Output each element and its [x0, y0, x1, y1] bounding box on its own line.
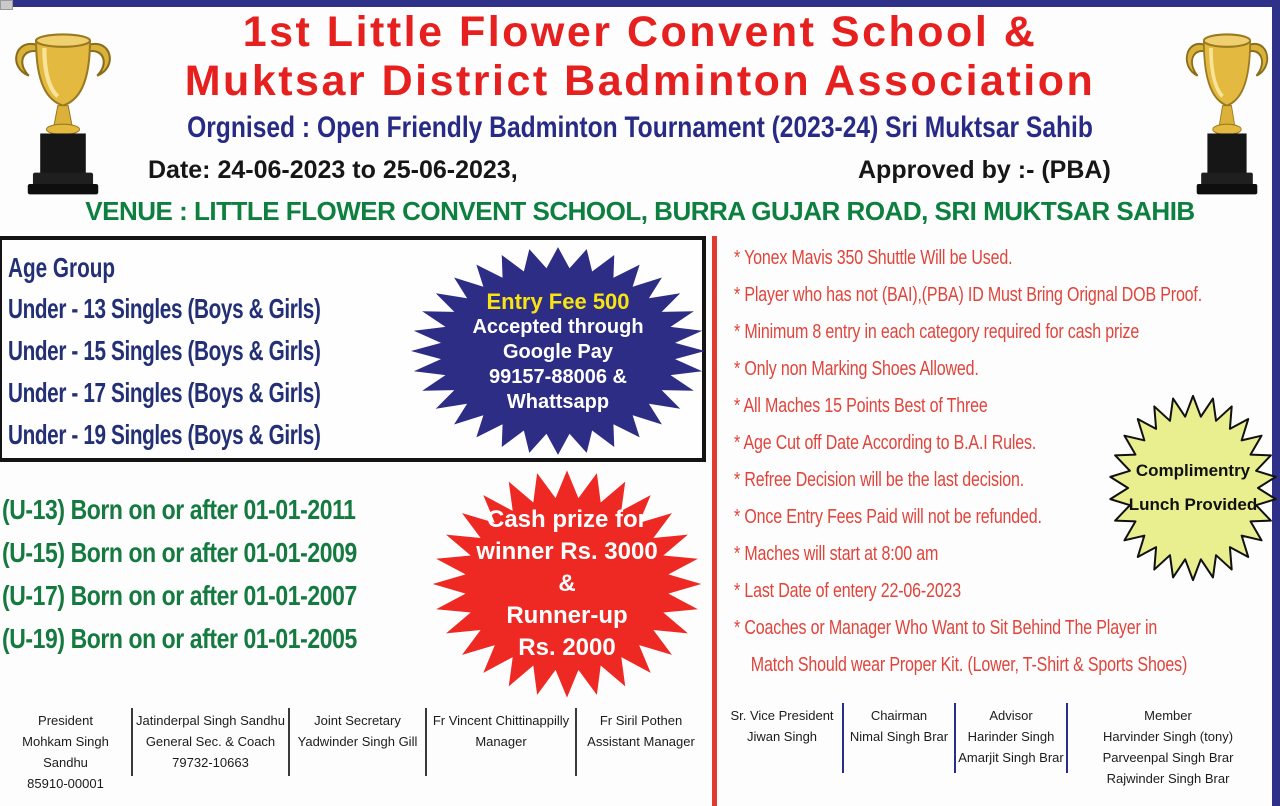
eligibility-line: (U-15) Born on or after 01-01-2009	[2, 537, 357, 568]
entry-fee-line: Accepted through	[472, 315, 644, 338]
eligibility-list	[2, 488, 357, 660]
venue-text: VENUE : LITTLE FLOWER CONVENT SCHOOL, BURRA GUJAR ROAD, SRI MUKTSAR SAHIB	[85, 196, 1195, 226]
age-group-heading: Age Group	[8, 252, 116, 283]
rule-line: * Once Entry Fees Paid will not be refunded.	[734, 506, 1042, 528]
trophy-left-icon	[6, 20, 120, 216]
rule-line: * Coaches or Manager Who Want to Sit Behind The Player in	[734, 617, 1158, 639]
eligibility-line: (U-13) Born on or after 01-01-2011	[2, 494, 356, 525]
official-line: Amarjit Singh Brar	[958, 750, 1064, 765]
lunch-badge-line: Lunch Provided	[1128, 495, 1258, 514]
cash-prize-badge	[430, 468, 704, 700]
eligibility-line: (U-17) Born on or after 01-01-2007	[2, 580, 357, 611]
official-line: Manager	[475, 734, 527, 749]
approved-by-text: Approved by :- (PBA)	[858, 156, 1111, 184]
age-group-item: Under - 13 Singles (Boys & Girls)	[8, 293, 321, 324]
official-column-joint-secretary	[290, 708, 427, 776]
official-line: Harinder Singh	[967, 729, 1055, 744]
official-line: Assistant Manager	[587, 734, 695, 749]
official-line: Yadwinder Singh Gill	[297, 734, 418, 749]
entry-fee-line: Google Pay	[502, 340, 614, 363]
rule-line: * Age Cut off Date According to B.A.I Rules.	[734, 432, 1037, 454]
official-line: President	[38, 713, 93, 728]
official-line: Member	[1144, 708, 1192, 723]
official-line: Mohkam Singh Sandhu	[22, 734, 109, 770]
date-row	[0, 156, 1280, 186]
rule-line: * Player who has not (BAI),(PBA) ID Must Bring Orignal DOB Proof.	[734, 284, 1202, 306]
entry-fee-phone: 99157-88006 &	[489, 365, 627, 388]
corner-artifact	[0, 0, 13, 10]
official-line: Advisor	[989, 708, 1033, 723]
official-column-manager	[427, 708, 577, 776]
official-line: Parveenpal Singh Brar	[1102, 750, 1234, 765]
official-line: General Sec. & Coach	[145, 734, 276, 749]
title-line-1: 1st Little Flower Convent School &	[242, 8, 1038, 56]
official-line: Nimal Singh Brar	[849, 729, 949, 744]
official-line: Chairman	[870, 708, 928, 723]
officials-left-section	[0, 708, 708, 791]
rule-line-continuation: Match Should wear Proper Kit. (Lower, T-Shirt & Sports Shoes)	[750, 654, 1188, 676]
rule-line: * Only non Marking Shoes Allowed.	[734, 358, 979, 380]
lunch-badge	[1108, 394, 1278, 582]
date-text: Date: 24-06-2023 to 25-06-2023,	[148, 156, 518, 184]
cash-prize-line: &	[558, 570, 576, 597]
official-line: Joint Secretary	[314, 713, 401, 728]
lunch-badge-line: Complimentry	[1135, 461, 1251, 480]
rule-line: * Yonex Mavis 350 Shuttle Will be Used.	[734, 247, 1013, 269]
cash-prize-runnerup: Rs. 2000	[518, 634, 616, 661]
official-line: 79732-10663	[172, 755, 249, 770]
official-column-general-sec	[133, 708, 290, 776]
officials-right-section	[722, 703, 1272, 786]
rule-line: * Last Date of entery 22-06-2023	[734, 580, 962, 602]
official-line: Sr. Vice President	[730, 708, 834, 723]
official-column-vice-president	[722, 703, 844, 773]
section-divider	[712, 236, 717, 806]
trophy-right-icon	[1178, 20, 1276, 216]
official-line: 85910-00001	[27, 776, 104, 791]
cash-prize-line: Cash prize for	[486, 506, 648, 533]
entry-fee-badge	[408, 245, 708, 457]
official-line: Harvinder Singh (tony)	[1102, 729, 1234, 744]
cash-prize-winner: winner Rs. 3000	[476, 538, 658, 565]
official-column-members	[1068, 703, 1268, 786]
rule-line: * All Maches 15 Points Best of Three	[734, 395, 988, 417]
rule-line: * Minimum 8 entry in each category required for cash prize	[734, 321, 1140, 343]
official-line: Rajwinder Singh Brar	[1106, 771, 1230, 786]
organiser-line: Orgnised : Open Friendly Badminton Tournament (2023-24) Sri Muktsar Sahib	[187, 111, 1093, 144]
official-line: Jatinderpal Singh Sandhu	[136, 713, 285, 728]
age-group-item: Under - 17 Singles (Boys & Girls)	[8, 377, 321, 408]
entry-fee-amount: Entry Fee 500	[486, 288, 630, 314]
top-border-bar	[0, 0, 1280, 7]
official-column-president	[0, 708, 133, 791]
official-column-assistant-manager	[577, 708, 705, 776]
official-column-advisor	[956, 703, 1068, 773]
cash-prize-line: Runner-up	[506, 602, 628, 629]
title-line-2: Muktsar District Badminton Association	[184, 57, 1096, 105]
official-line: Fr Vincent Chittinappilly	[432, 713, 570, 728]
age-group-item: Under - 19 Singles (Boys & Girls)	[8, 419, 321, 450]
age-group-item: Under - 15 Singles (Boys & Girls)	[8, 335, 321, 366]
official-line: Jiwan Singh	[746, 729, 818, 744]
rule-line: * Refree Decision will be the last decision.	[734, 469, 1024, 491]
eligibility-line: (U-19) Born on or after 01-01-2005	[2, 623, 357, 654]
entry-fee-line: Whattsapp	[506, 390, 610, 413]
rule-line: * Maches will start at 8:00 am	[734, 543, 939, 565]
official-line: Fr Siril Pothen	[599, 713, 683, 728]
official-column-chairman	[844, 703, 956, 773]
